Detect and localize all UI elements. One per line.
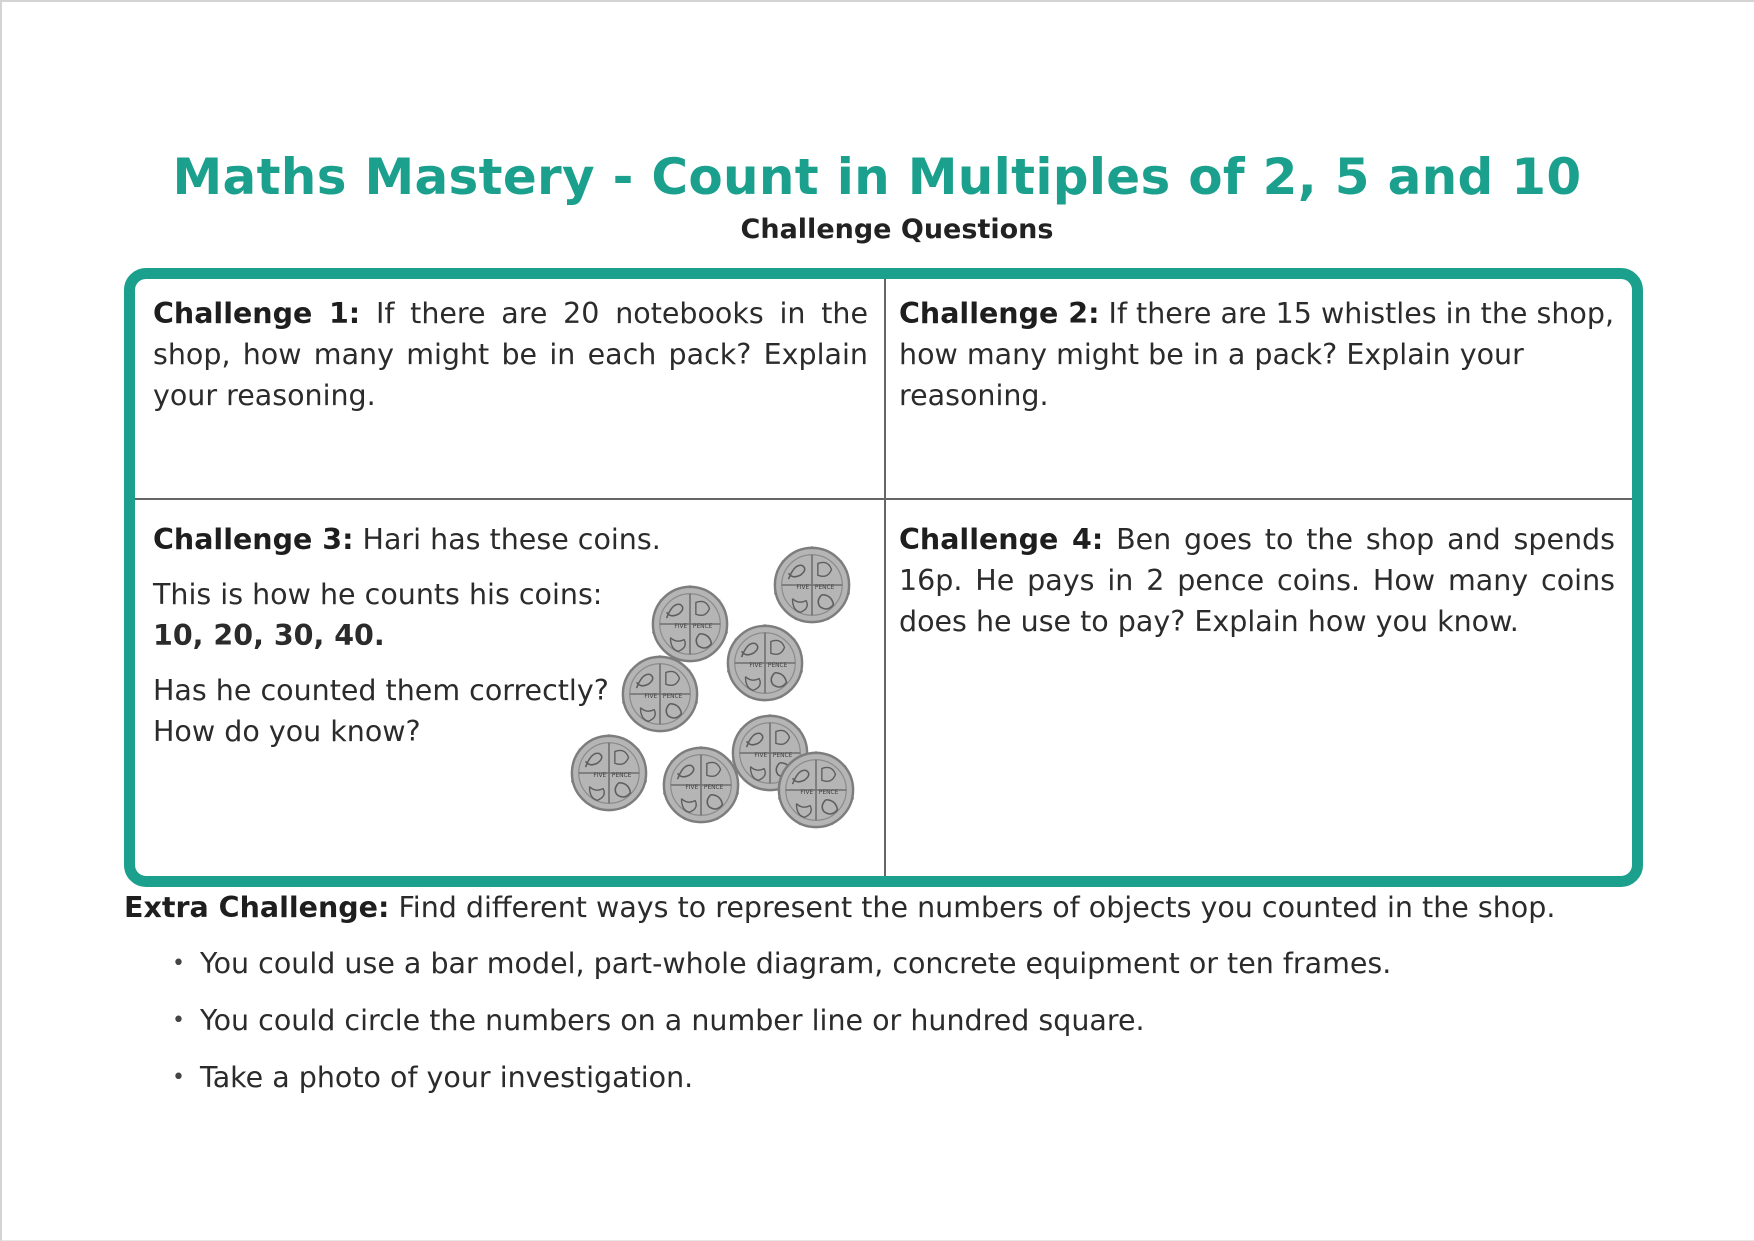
bullet-item: • Take a photo of your investigation. [172, 1058, 1572, 1098]
coins-illustration [543, 504, 873, 874]
challenge-1-label: Challenge 1: [153, 297, 361, 330]
grid-divider-vertical [884, 279, 886, 876]
challenge-grid [124, 268, 1643, 887]
grid-divider-horizontal [135, 498, 1632, 500]
challenge-4 [899, 519, 1615, 642]
challenge-3-intro: Hari has these coins. [353, 523, 661, 556]
challenge-2-label: Challenge 2: [899, 297, 1100, 330]
coin-2 [652, 585, 728, 661]
coin-3 [727, 624, 803, 700]
coin-1 [774, 546, 850, 622]
extra-challenge-bullets [172, 944, 1572, 1115]
extra-challenge-label: Extra Challenge: [124, 891, 390, 924]
challenge-1 [153, 293, 868, 416]
page-title: Maths Mastery - Count in Multiples of 2, 5 and 10 [172, 148, 1582, 206]
page-subtitle: Challenge Questions [740, 214, 1054, 245]
challenge-4-text: Ben goes to the shop and spends 16p. He pays in 2 pence coins. How many coins does he use to pay? Explain how you know. [899, 523, 1615, 638]
bullet-item: • You could circle the numbers on a number line or hundred square. [172, 1001, 1572, 1041]
challenge-4-label: Challenge 4: [899, 523, 1104, 556]
extra-challenge [124, 888, 1624, 928]
coin-7 [663, 746, 739, 822]
challenge-3-line2: This is how he counts his coins: [153, 578, 603, 611]
coin-6 [571, 734, 647, 810]
coin-4 [622, 655, 698, 731]
challenge-2-text: If there are 15 whistles in the shop, how many might be in a pack? Explain your reasoning. [899, 297, 1615, 412]
challenge-3-question1: Has he counted them correctly? [153, 674, 609, 707]
challenge-1-text: If there are 20 notebooks in the shop, how many might be in each pack? Explain your reasoning. [153, 297, 868, 412]
challenge-3-label: Challenge 3: [153, 523, 354, 556]
challenge-3-count: 10, 20, 30, 40. [153, 619, 385, 652]
challenge-3-question2: How do you know? [153, 715, 421, 748]
extra-challenge-text: Find different ways to represent the numbers of objects you counted in the shop. [389, 891, 1556, 924]
bullet-item: • You could use a bar model, part-whole diagram, concrete equipment or ten frames. [172, 944, 1572, 984]
challenge-2 [899, 293, 1615, 416]
